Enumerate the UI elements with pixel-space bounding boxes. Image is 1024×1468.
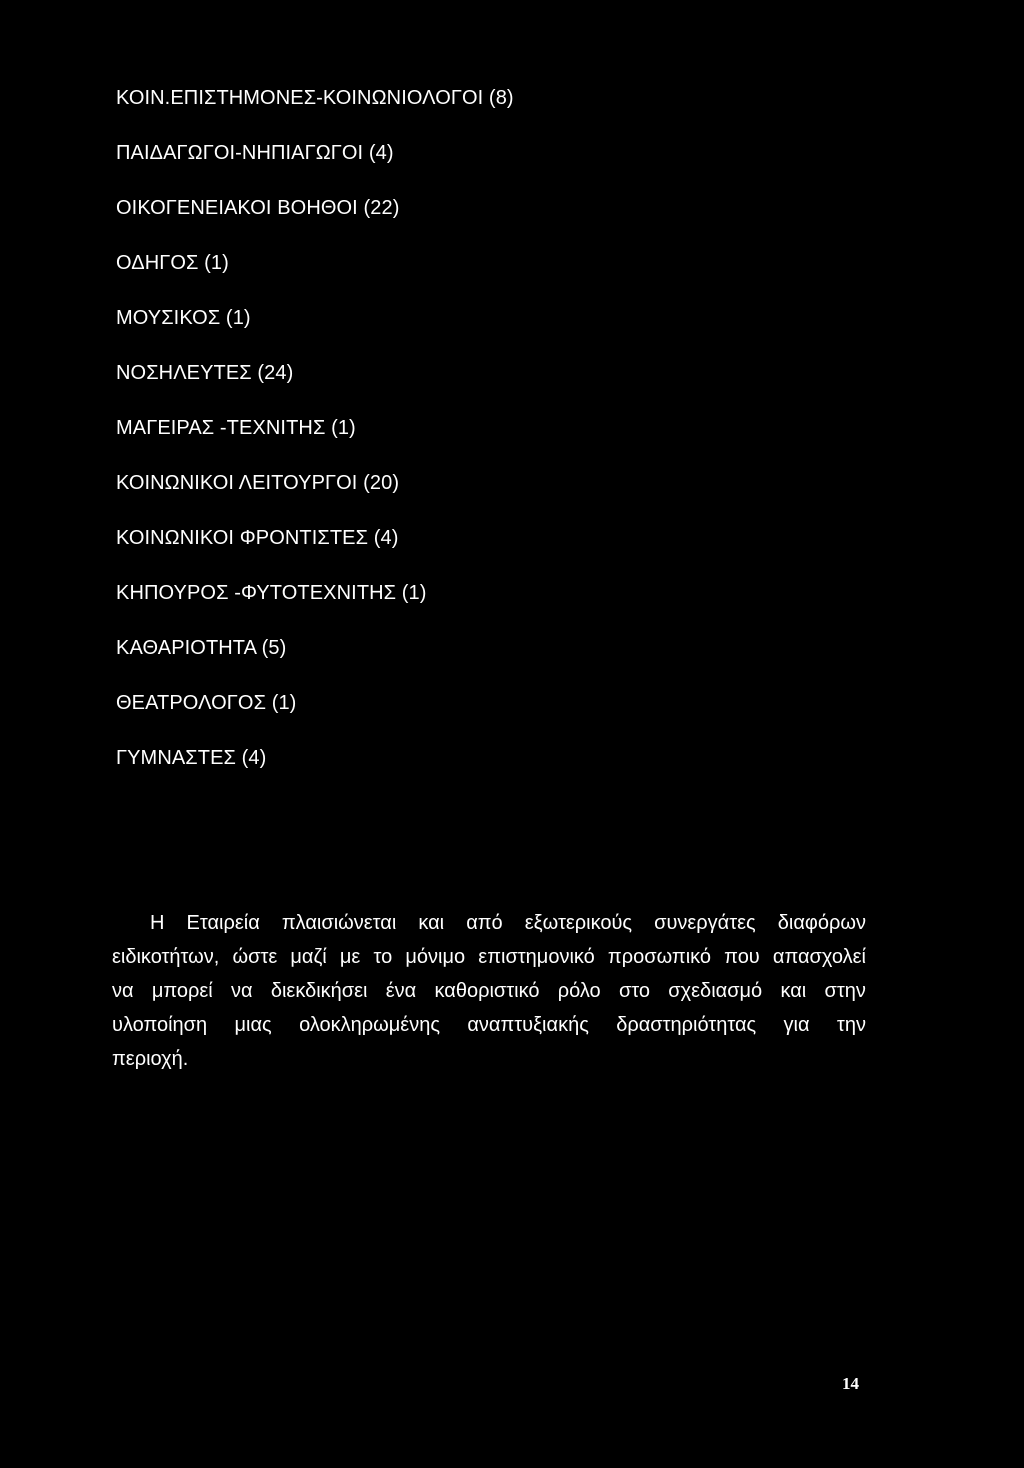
paragraph-word: μαζί xyxy=(290,946,327,968)
paragraph-line xyxy=(112,1008,866,1042)
paragraph-word: στην xyxy=(824,980,866,1002)
staff-list-item: ΓΥΜΝΑΣΤΕΣ (4) xyxy=(116,747,267,769)
paragraph-word: συνεργάτες xyxy=(654,912,756,934)
page-number: 14 xyxy=(842,1374,859,1393)
paragraph-word: εξωτερικούς xyxy=(524,912,633,934)
body-paragraph xyxy=(112,906,866,1076)
staff-list xyxy=(116,86,514,801)
staff-list-item: ΘΕΑΤΡΟΛΟΓΟΣ (1) xyxy=(116,692,297,714)
paragraph-word: την xyxy=(836,1014,866,1036)
paragraph-word: καθοριστικό xyxy=(434,980,540,1002)
paragraph-line xyxy=(112,940,866,974)
paragraph-word: να xyxy=(231,980,253,1002)
paragraph-word: δραστηριότητας xyxy=(616,1014,757,1036)
staff-list-item: ΜΟΥΣΙΚΟΣ (1) xyxy=(116,307,251,329)
paragraph-line xyxy=(112,974,866,1008)
paragraph-word: να xyxy=(112,980,134,1002)
staff-list-item: ΝΟΣΗΛΕΥΤΕΣ (24) xyxy=(116,362,294,384)
paragraph-word: περιοχή. xyxy=(112,1048,189,1070)
paragraph-word: αναπτυξιακής xyxy=(467,1014,589,1036)
paragraph-word: διαφόρων xyxy=(777,912,866,934)
paragraph-word: σχεδιασμό xyxy=(668,980,763,1002)
paragraph-word: και xyxy=(780,980,807,1002)
paragraph-word: ολοκληρωμένης xyxy=(299,1014,440,1036)
paragraph-line xyxy=(112,1042,866,1076)
staff-list-item: ΚΗΠΟΥΡΟΣ -ΦΥΤΟΤΕΧΝΙΤΗΣ (1) xyxy=(116,582,427,604)
paragraph-word: πλαισιώνεται xyxy=(281,912,397,934)
paragraph-word: ώστε xyxy=(232,946,278,968)
paragraph-word: που xyxy=(724,946,760,968)
paragraph-word: υλοποίηση xyxy=(112,1014,208,1036)
staff-list-item: ΟΙΚΟΓΕΝΕΙΑΚΟΙ ΒΟΗΘΟΙ (22) xyxy=(116,197,400,219)
staff-list-item: ΜΑΓΕΙΡΑΣ -ΤΕΧΝΙΤΗΣ (1) xyxy=(116,417,356,439)
staff-list-item: ΚΑΘΑΡΙΟΤΗΤΑ (5) xyxy=(116,637,287,659)
staff-list-item: ΠΑΙΔΑΓΩΓΟΙ-ΝΗΠΙΑΓΩΓΟΙ (4) xyxy=(116,142,394,164)
staff-list-item: ΚΟΙΝΩΝΙΚΟΙ ΦΡΟΝΤΙΣΤΕΣ (4) xyxy=(116,527,399,549)
paragraph-word: επιστημονικό xyxy=(478,946,595,968)
paragraph-word: από xyxy=(466,912,503,934)
paragraph-word: και xyxy=(418,912,445,934)
paragraph-word: μιας xyxy=(234,1014,272,1036)
paragraph-word: το xyxy=(373,946,393,968)
paragraph-word: διεκδικήσει xyxy=(270,980,368,1002)
paragraph-word: μπορεί xyxy=(151,980,213,1002)
staff-list-item: ΟΔΗΓΟΣ (1) xyxy=(116,252,229,274)
paragraph-word: προσωπικό xyxy=(607,946,712,968)
paragraph-line xyxy=(112,906,866,940)
paragraph-word: μόνιμο xyxy=(405,946,466,968)
paragraph-word: ειδικοτήτων, xyxy=(112,946,220,968)
staff-list-item: ΚΟΙΝΩΝΙΚΟΙ ΛΕΙΤΟΥΡΓΟΙ (20) xyxy=(116,472,400,494)
paragraph-word: απασχολεί xyxy=(772,946,866,968)
paragraph-word: ένα xyxy=(385,980,417,1002)
paragraph-word: ρόλο xyxy=(557,980,601,1002)
paragraph-word: για xyxy=(783,1014,810,1036)
paragraph-word: Εταιρεία xyxy=(186,912,260,934)
staff-list-item: ΚΟΙΝ.ΕΠΙΣΤΗΜΟΝΕΣ-ΚΟΙΝΩΝΙΟΛΟΓΟΙ (8) xyxy=(116,87,514,109)
paragraph-word: με xyxy=(339,946,361,968)
paragraph-word: στο xyxy=(618,980,651,1002)
paragraph-word: Η xyxy=(150,912,165,934)
